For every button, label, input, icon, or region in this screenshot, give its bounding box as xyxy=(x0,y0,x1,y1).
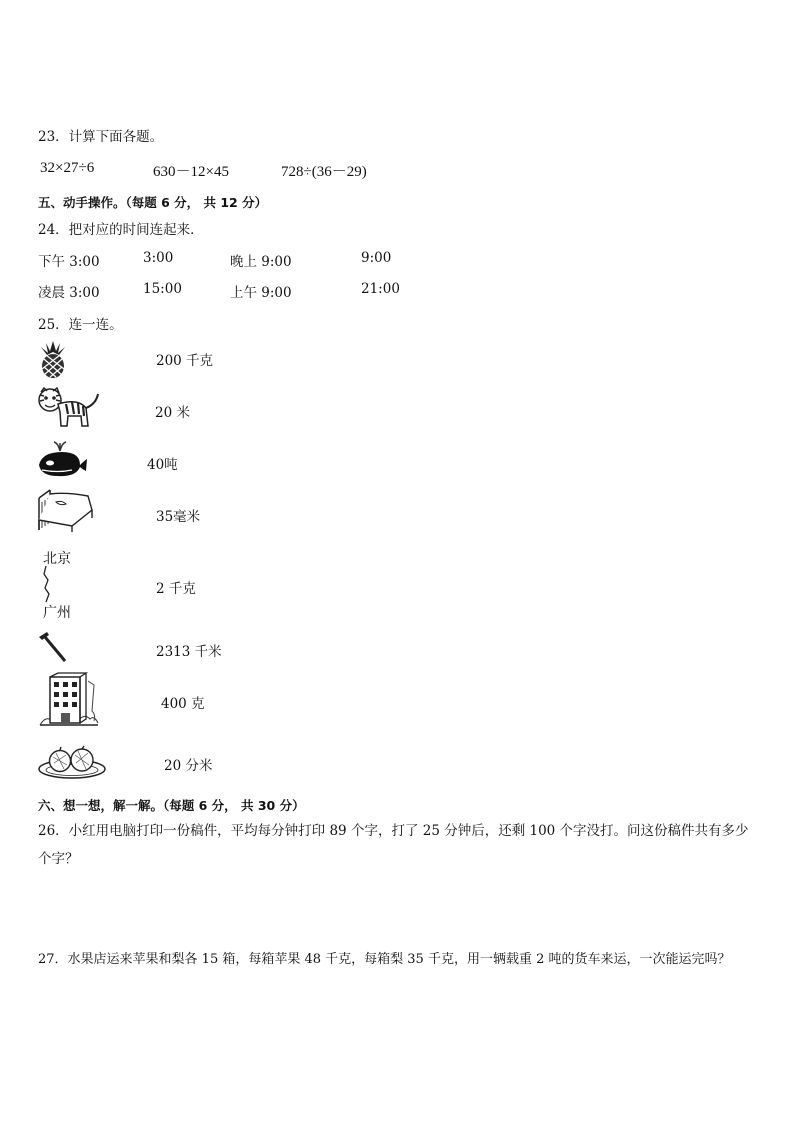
time-15: 15:00 xyxy=(143,281,182,297)
pineapple-icon xyxy=(36,339,70,379)
value-2313km: 2313 千米 xyxy=(156,644,222,660)
value-35mm: 35毫米 xyxy=(156,509,201,525)
time-9: 9:00 xyxy=(361,250,392,266)
time-21: 21:00 xyxy=(361,281,400,297)
tiger-icon xyxy=(36,386,102,430)
q25-label: 25．连一连。 xyxy=(38,317,123,333)
section-5-title: 五、动手操作。（每题 6 分， 共 12 分） xyxy=(38,195,268,210)
value-20dm: 20 分米 xyxy=(164,758,213,774)
fruit-plate-icon xyxy=(36,741,108,781)
q23-expression-2: 630－12×45 xyxy=(153,164,229,180)
map-label-guangzhou: 广州 xyxy=(43,605,71,621)
time-3: 3:00 xyxy=(143,250,174,266)
value-40t: 40吨 xyxy=(147,457,178,473)
time-early-morning-3: 凌晨 3:00 xyxy=(38,285,100,301)
time-evening-9: 晚上 9:00 xyxy=(230,254,292,270)
time-afternoon-3: 下午 3:00 xyxy=(38,254,100,270)
map-route-icon xyxy=(40,548,90,622)
q24-label: 24．把对应的时间连起来． xyxy=(38,222,204,238)
q23-expression-1: 32×27÷6 xyxy=(40,160,95,176)
map-label-beijing: 北京 xyxy=(43,551,71,567)
bed-icon xyxy=(36,488,94,532)
q23-label: 23．计算下面各题。 xyxy=(38,129,164,145)
building-icon xyxy=(38,671,100,727)
whale-icon xyxy=(36,439,88,479)
value-20m: 20 米 xyxy=(155,405,190,421)
time-morning-9: 上午 9:00 xyxy=(230,285,292,301)
value-2kg: 2 千克 xyxy=(156,581,196,597)
value-200kg: 200 千克 xyxy=(156,353,214,369)
nail-icon xyxy=(38,631,68,663)
section-6-title: 六、想一想，解一解。（每题 6 分， 共 30 分） xyxy=(38,798,305,813)
route-line-icon xyxy=(40,564,60,604)
value-400g: 400 克 xyxy=(161,696,205,712)
q23-expression-3: 728÷(36－29) xyxy=(281,164,367,180)
q27-text: 27．水果店运来苹果和梨各 15 箱，每箱苹果 48 千克，每箱梨 35 千克，用一辆载重 2 吨的货车来运，一次能运完吗？ xyxy=(38,952,731,967)
q26-text: 26．小红用电脑打印一份稿件，平均每分钟打印 89 个字，打了 25 分钟后，还剩 100 个字没打。问这份稿件共有多少个字？ xyxy=(38,823,749,867)
